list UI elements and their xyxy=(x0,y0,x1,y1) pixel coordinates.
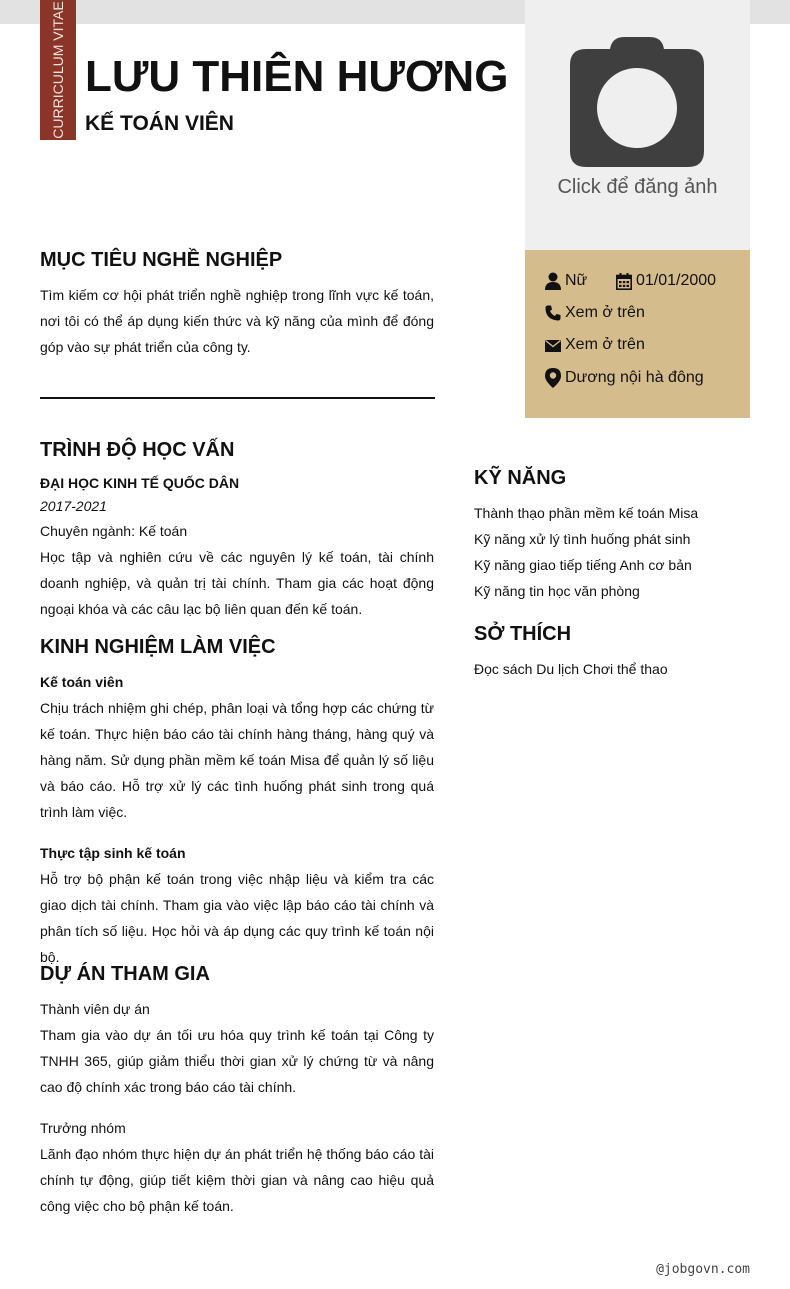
project-description: Tham gia vào dự án tối ưu hóa quy trình kế toán tại Công ty TNHH 365, giúp giảm thiểu thời gian xử lý chứng từ và nâng cao độ chính xác trong báo cáo tài chính. xyxy=(40,1027,434,1095)
camera-icon xyxy=(570,37,704,167)
hobbies-text: Đọc sách Du lịch Chơi thể thao xyxy=(474,661,668,677)
skill-item: Kỹ năng giao tiếp tiếng Anh cơ bản xyxy=(474,557,692,573)
section-divider xyxy=(40,397,435,399)
experience-description: Hỗ trợ bộ phận kế toán trong việc nhập liệu và kiểm tra các giao dịch tài chính. Tham gia vào việc lập báo cáo tài chính và phân tích số liệu. Học hỏi và áp dụng các quy trình kế toán nội bộ. xyxy=(40,871,434,965)
location-pin-icon xyxy=(545,368,561,388)
education-school: ĐẠI HỌC KINH TẾ QUỐC DÂN xyxy=(40,475,240,491)
skill-item: Kỹ năng xử lý tình huống phát sinh xyxy=(474,531,691,547)
gender-value: Nữ xyxy=(565,272,588,289)
photo-upload-label: Click để đăng ảnh xyxy=(557,176,718,198)
photo-upload[interactable] xyxy=(525,0,750,250)
calendar-icon xyxy=(616,273,632,290)
education-years: 2017-2021 xyxy=(40,498,107,514)
hobbies-heading: SỞ THÍCH xyxy=(474,623,572,645)
gender-row xyxy=(545,272,587,290)
birthday-value: 01/01/2000 xyxy=(636,272,717,289)
footer-brand: @jobgovn.com xyxy=(656,1262,750,1277)
education-description: Học tập và nghiên cứu về các nguyên lý kế toán, tài chính doanh nghiệp, và quản trị tài chính. Tham gia các hoạt động ngoại khóa và các câu lạc bộ liên quan đến kế toán. xyxy=(40,549,434,617)
envelope-icon xyxy=(545,339,561,352)
email-row xyxy=(545,336,645,354)
address-value: Dương nội hà đông xyxy=(565,369,704,386)
skills-heading: KỸ NĂNG xyxy=(474,467,567,489)
project-description: Lãnh đạo nhóm thực hiện dự án phát triển hệ thống báo cáo tài chính tự động, giúp tiết kiệm thời gian và nâng cao hiệu quả công việc cho bộ phận kế toán. xyxy=(40,1146,434,1214)
phone-icon xyxy=(545,305,561,321)
skill-item: Kỹ năng tin học văn phòng xyxy=(474,583,640,599)
experience-title: Kế toán viên xyxy=(40,674,124,690)
education-major: Chuyên ngành: Kế toán xyxy=(40,523,188,539)
email-value: Xem ở trên xyxy=(565,336,645,353)
project-role: Thành viên dự án xyxy=(40,1001,150,1017)
person-icon xyxy=(545,272,561,290)
skill-item: Thành thạo phần mềm kế toán Misa xyxy=(474,505,699,521)
address-row xyxy=(545,368,704,388)
experience-title: Thực tập sinh kế toán xyxy=(40,845,186,861)
birthday-row xyxy=(616,272,716,290)
phone-value: Xem ở trên xyxy=(565,304,645,321)
contact-panel xyxy=(525,250,750,418)
experience-heading: KINH NGHIỆM LÀM VIỆC xyxy=(40,636,276,658)
experience-description: Chịu trách nhiệm ghi chép, phân loại và tổng hợp các chứng từ kế toán. Thực hiện báo cáo tài chính hàng tháng, hàng quý và hàng năm. Sử dụng phần mềm kế toán Misa để quản lý số liệu và báo cáo. Hỗ trợ xử lý các tình huống phát sinh trong quá trình làm việc. xyxy=(40,700,434,820)
project-role: Trưởng nhóm xyxy=(40,1120,126,1136)
objective-heading: MỤC TIÊU NGHỀ NGHIỆP xyxy=(40,249,283,271)
candidate-name: LƯU THIÊN HƯƠNG xyxy=(85,52,509,101)
projects-heading: DỰ ÁN THAM GIA xyxy=(40,963,210,985)
objective-text: Tìm kiếm cơ hội phát triển nghề nghiệp trong lĩnh vực kế toán, nơi tôi có thể áp dụng kiến thức và kỹ năng của mình để đóng góp vào sự phát triển của công ty. xyxy=(40,287,434,355)
education-heading: TRÌNH ĐỘ HỌC VẤN xyxy=(40,439,235,461)
phone-row xyxy=(545,304,645,322)
job-title: KẾ TOÁN VIÊN xyxy=(85,112,234,135)
ribbon-text: CURRICULUM VITAE xyxy=(50,1,66,139)
